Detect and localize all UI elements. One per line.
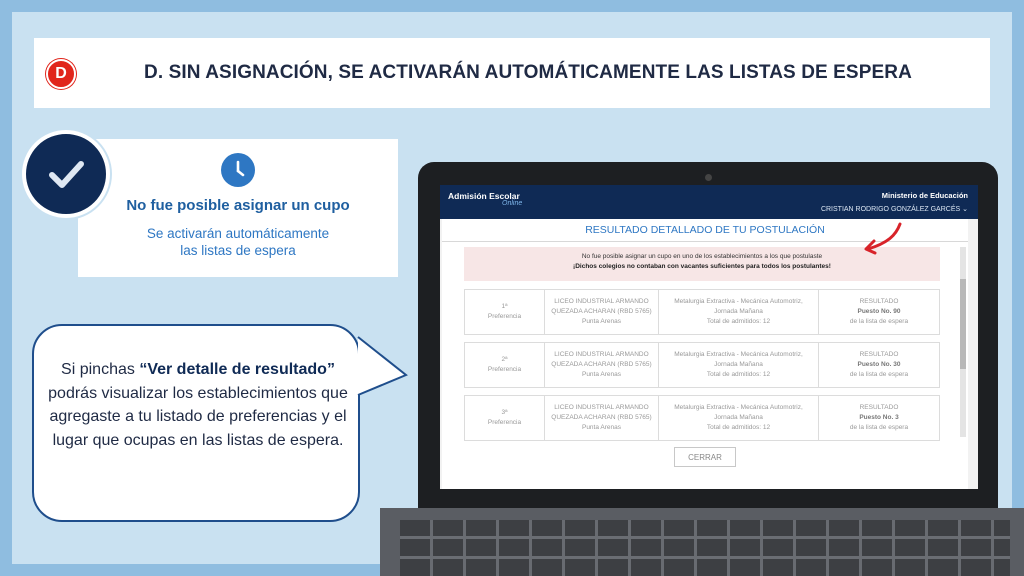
clock-icon bbox=[221, 153, 255, 187]
school-city: Punta Arenas bbox=[581, 371, 622, 378]
waitlist-position: Puesto No. 30 bbox=[857, 361, 901, 368]
banner-title: D. SIN ASIGNACIÓN, SE ACTIVARÁN AUTOMÁTICAMENTE LAS LISTAS DE ESPERA bbox=[144, 62, 912, 83]
program-name: Metalurgia Extractiva - Mecánica Automotriz, bbox=[674, 298, 803, 305]
school-name: LICEO INDUSTRIAL ARMANDO bbox=[554, 351, 649, 358]
school-name: QUEZADA ACHARAN (RBD 5765) bbox=[551, 361, 652, 368]
preference-number: 3ª bbox=[501, 409, 508, 416]
program-shift: Jornada Mañana bbox=[714, 361, 763, 368]
preference-cell bbox=[465, 290, 545, 334]
user-menu[interactable]: CRISTIAN RODRIGO GONZÁLEZ GARCÉS ⌄ bbox=[820, 206, 968, 213]
preference-label: Preferencia bbox=[487, 366, 522, 373]
school-name: LICEO INDUSTRIAL ARMANDO bbox=[554, 404, 649, 411]
bubble-tail bbox=[350, 335, 410, 399]
ministry-label: Ministerio de Educación bbox=[881, 191, 968, 200]
close-button[interactable]: CERRAR bbox=[674, 447, 736, 467]
preference-label: Preferencia bbox=[487, 313, 522, 320]
app-logo-sub: Online bbox=[502, 200, 523, 207]
preference-number: 2ª bbox=[501, 356, 508, 363]
table-row[interactable] bbox=[464, 342, 940, 388]
scrollbar-thumb[interactable] bbox=[960, 279, 966, 369]
program-admitted: Total de admitidos: 12 bbox=[706, 424, 771, 431]
school-name: QUEZADA ACHARAN (RBD 5765) bbox=[551, 414, 652, 421]
status-subtitle bbox=[78, 225, 398, 259]
result-suffix: de la lista de espera bbox=[849, 424, 909, 431]
school-city: Punta Arenas bbox=[581, 318, 622, 325]
alert-line: No fue posible asignar un cupo en uno de los establecimientos a los que postulaste bbox=[581, 253, 823, 260]
header-banner bbox=[34, 38, 990, 108]
result-cell bbox=[819, 396, 939, 440]
bubble-text-intro: Si pinchas bbox=[61, 361, 140, 378]
status-title: No fue posible asignar un cupo bbox=[126, 197, 350, 214]
school-cell bbox=[545, 343, 659, 387]
result-cell bbox=[819, 290, 939, 334]
keyboard bbox=[400, 520, 1010, 576]
section-badge: D bbox=[46, 59, 76, 89]
speech-bubble bbox=[32, 324, 360, 522]
program-name: Metalurgia Extractiva - Mecánica Automotriz, bbox=[674, 404, 803, 411]
laptop-screen bbox=[440, 185, 978, 489]
app-logo[interactable]: Admisión Escolar bbox=[448, 191, 520, 201]
app-header bbox=[440, 185, 978, 219]
keyboard-row-gap bbox=[400, 556, 1010, 559]
red-arrow-icon bbox=[860, 221, 904, 255]
result-cell bbox=[819, 343, 939, 387]
preference-cell bbox=[465, 343, 545, 387]
program-admitted: Total de admitidos: 12 bbox=[706, 318, 771, 325]
dialog-title: RESULTADO DETALLADO DE TU POSTULACIÓN bbox=[585, 224, 825, 236]
program-cell bbox=[659, 343, 819, 387]
table-row[interactable] bbox=[464, 395, 940, 441]
waitlist-position: Puesto No. 3 bbox=[859, 414, 899, 421]
school-cell bbox=[545, 396, 659, 440]
program-shift: Jornada Mañana bbox=[714, 308, 763, 315]
school-name: LICEO INDUSTRIAL ARMANDO bbox=[554, 298, 649, 305]
school-name: QUEZADA ACHARAN (RBD 5765) bbox=[551, 308, 652, 315]
status-subtitle-line: Se activarán automáticamente bbox=[146, 226, 330, 241]
alert-line-bold: ¡Dichos colegios no contaban con vacantes suficientes para todos los postulantes! bbox=[573, 263, 831, 270]
preference-label: Preferencia bbox=[487, 419, 522, 426]
program-shift: Jornada Mañana bbox=[714, 414, 763, 421]
bubble-text-body: podrás visualizar los establecimientos que agregaste a tu listado de preferencias y el lugar que ocupas en las listas de espera. bbox=[48, 384, 348, 449]
waitlist-position: Puesto No. 90 bbox=[857, 308, 901, 315]
program-cell bbox=[659, 290, 819, 334]
keyboard-row-gap bbox=[400, 536, 1010, 539]
result-label: RESULTADO bbox=[859, 351, 899, 358]
checkmark-icon bbox=[22, 130, 110, 218]
preference-cell bbox=[465, 396, 545, 440]
result-suffix: de la lista de espera bbox=[849, 318, 909, 325]
school-city: Punta Arenas bbox=[581, 424, 622, 431]
table-row[interactable] bbox=[464, 289, 940, 335]
result-label: RESULTADO bbox=[859, 404, 899, 411]
program-admitted: Total de admitidos: 12 bbox=[706, 371, 771, 378]
school-cell bbox=[545, 290, 659, 334]
program-name: Metalurgia Extractiva - Mecánica Automotriz, bbox=[674, 351, 803, 358]
bubble-text bbox=[46, 358, 350, 452]
status-subtitle-line: las listas de espera bbox=[180, 243, 296, 258]
webcam bbox=[705, 174, 712, 181]
program-cell bbox=[659, 396, 819, 440]
result-label: RESULTADO bbox=[859, 298, 899, 305]
preference-number: 1ª bbox=[501, 303, 508, 310]
status-card bbox=[78, 139, 398, 277]
bubble-text-highlight: “Ver detalle de resultado” bbox=[139, 361, 335, 378]
result-dialog bbox=[442, 219, 968, 489]
result-suffix: de la lista de espera bbox=[849, 371, 909, 378]
